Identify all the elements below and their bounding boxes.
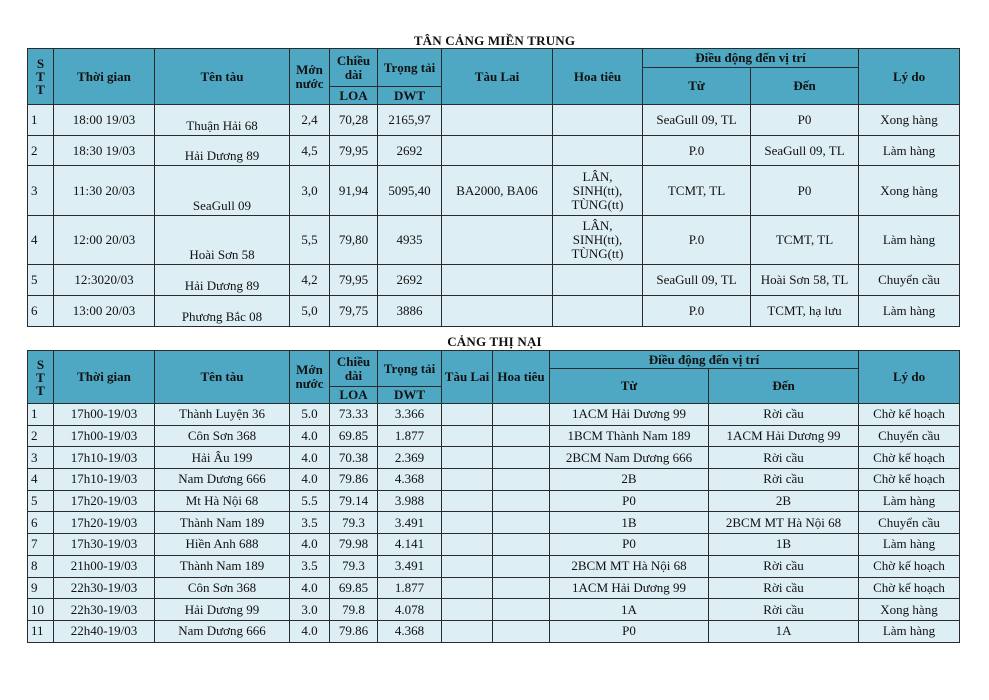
row-number-cell: 4 — [28, 469, 54, 491]
move-reason-cell: Làm hàng — [859, 136, 960, 166]
draft-value-cell: 4.0 — [290, 447, 330, 469]
table-row — [28, 296, 960, 327]
header-ship-name: Tên tàu — [155, 49, 290, 105]
row-number-cell: 9 — [28, 577, 54, 599]
header-tug: Tàu Lai — [442, 49, 553, 105]
pilot-names-cell — [553, 105, 643, 136]
table-row — [28, 469, 960, 491]
move-from-cell: SeaGull 09, TL — [643, 105, 751, 136]
move-reason-cell: Xong hàng — [859, 599, 960, 621]
header-move-to-position: Điều động đến vị trí — [643, 49, 859, 68]
tug-boats-cell — [442, 136, 553, 166]
row-number-cell: 5 — [28, 265, 54, 296]
pilot-names-cell — [493, 620, 550, 642]
tonnage-dwt-cell: 3.366 — [378, 404, 442, 426]
table-row — [28, 136, 960, 166]
move-from-cell: 2BCM Nam Dương 666 — [550, 447, 709, 469]
header-draft: Mớn nước — [290, 351, 330, 404]
arrival-time-cell: 17h10-19/03 — [54, 447, 155, 469]
arrival-time-cell: 17h00-19/03 — [54, 404, 155, 426]
move-to-cell: Rời cầu — [709, 469, 859, 491]
row-number-cell: 1 — [28, 404, 54, 426]
draft-value-cell: 4.0 — [290, 577, 330, 599]
tonnage-dwt-cell: 2692 — [378, 265, 442, 296]
row-number-cell: 10 — [28, 599, 54, 621]
move-to-cell: TCMT, hạ lưu — [751, 296, 859, 327]
pilot-names-cell — [493, 534, 550, 556]
tug-boats-cell: BA2000, BA06 — [442, 166, 553, 216]
tug-boats-cell — [442, 469, 493, 491]
move-reason-cell: Xong hàng — [859, 166, 960, 216]
header-to: Đến — [709, 369, 859, 404]
arrival-time-cell: 12:3020/03 — [54, 265, 155, 296]
tug-boats-cell — [442, 404, 493, 426]
header-length-unit: LOA — [330, 87, 378, 105]
ship-name-cell: Thành Nam 189 — [155, 512, 290, 534]
tug-boats-cell — [442, 425, 493, 447]
move-reason-cell: Chờ kế hoạch — [859, 447, 960, 469]
tug-boats-cell — [442, 490, 493, 512]
header-reason: Lý do — [859, 49, 960, 105]
row-number-cell: 3 — [28, 447, 54, 469]
tug-boats-cell — [442, 620, 493, 642]
row-number-cell: 2 — [28, 136, 54, 166]
table-row — [28, 166, 960, 216]
draft-value-cell: 3.5 — [290, 512, 330, 534]
row-number-cell: 11 — [28, 620, 54, 642]
draft-value-cell: 5,5 — [290, 216, 330, 265]
move-reason-cell: Làm hàng — [859, 490, 960, 512]
length-loa-cell: 79,95 — [330, 265, 378, 296]
length-loa-cell: 79,80 — [330, 216, 378, 265]
draft-value-cell: 4.0 — [290, 425, 330, 447]
header-tonnage-unit: DWT — [378, 387, 442, 404]
move-from-cell: 1A — [550, 599, 709, 621]
tonnage-dwt-cell: 4.368 — [378, 469, 442, 491]
arrival-time-cell: 18:30 19/03 — [54, 136, 155, 166]
thi-nai-schedule-table — [27, 350, 960, 643]
move-to-cell: Rời cầu — [709, 599, 859, 621]
header-length-unit: LOA — [330, 387, 378, 404]
table-row — [28, 512, 960, 534]
table-row — [28, 534, 960, 556]
move-reason-cell: Chuyển cầu — [859, 512, 960, 534]
table-row — [28, 490, 960, 512]
move-to-cell: Rời cầu — [709, 404, 859, 426]
length-loa-cell: 79.98 — [330, 534, 378, 556]
tug-boats-cell — [442, 105, 553, 136]
move-reason-cell: Làm hàng — [859, 216, 960, 265]
pilot-names-cell — [493, 555, 550, 577]
draft-value-cell: 5.0 — [290, 404, 330, 426]
tug-boats-cell — [442, 216, 553, 265]
length-loa-cell: 79.86 — [330, 469, 378, 491]
draft-value-cell: 3.5 — [290, 555, 330, 577]
tonnage-dwt-cell: 3.491 — [378, 512, 442, 534]
draft-value-cell: 2,4 — [290, 105, 330, 136]
header-reason: Lý do — [859, 351, 960, 404]
length-loa-cell: 79.3 — [330, 512, 378, 534]
header-move-to-position: Điều động đến vị trí — [550, 351, 859, 369]
arrival-time-cell: 12:00 20/03 — [54, 216, 155, 265]
ship-name-cell: SeaGull 09 — [155, 166, 290, 216]
pilot-names-cell — [493, 469, 550, 491]
move-reason-cell: Làm hàng — [859, 534, 960, 556]
section-title-tan-cang: TÂN CẢNG MIỀN TRUNG — [413, 33, 576, 48]
pilot-names-cell — [553, 265, 643, 296]
tonnage-dwt-cell: 2165,97 — [378, 105, 442, 136]
pilot-names-cell — [493, 490, 550, 512]
tonnage-dwt-cell: 2692 — [378, 136, 442, 166]
move-to-cell: 1B — [709, 534, 859, 556]
length-loa-cell: 79,75 — [330, 296, 378, 327]
pilot-names-cell — [493, 512, 550, 534]
move-reason-cell: Chờ kế hoạch — [859, 577, 960, 599]
ship-name-cell: Hoài Sơn 58 — [155, 216, 290, 265]
tug-boats-cell — [442, 512, 493, 534]
header-ship-name: Tên tàu — [155, 351, 290, 404]
arrival-time-cell: 18:00 19/03 — [54, 105, 155, 136]
length-loa-cell: 70,28 — [330, 105, 378, 136]
header-tonnage: Trọng tải — [378, 351, 442, 387]
move-reason-cell: Chờ kế hoạch — [859, 469, 960, 491]
header-tonnage: Trọng tải — [378, 49, 442, 87]
length-loa-cell: 70.38 — [330, 447, 378, 469]
length-loa-cell: 91,94 — [330, 166, 378, 216]
row-number-cell: 8 — [28, 555, 54, 577]
arrival-time-cell: 22h30-19/03 — [54, 577, 155, 599]
move-from-cell: 1B — [550, 512, 709, 534]
ship-name-cell: Thuận Hải 68 — [155, 105, 290, 136]
arrival-time-cell: 22h40-19/03 — [54, 620, 155, 642]
move-to-cell: 2BCM MT Hà Nội 68 — [709, 512, 859, 534]
tonnage-dwt-cell: 4.078 — [378, 599, 442, 621]
arrival-time-cell: 17h10-19/03 — [54, 469, 155, 491]
arrival-time-cell: 13:00 20/03 — [54, 296, 155, 327]
length-loa-cell: 79.14 — [330, 490, 378, 512]
move-to-cell: SeaGull 09, TL — [751, 136, 859, 166]
row-number-cell: 6 — [28, 512, 54, 534]
move-from-cell: P.0 — [643, 296, 751, 327]
move-reason-cell: Xong hàng — [859, 105, 960, 136]
tug-boats-cell — [442, 534, 493, 556]
section-title-thi-nai: CẢNG THỊ NẠI — [447, 334, 542, 349]
move-to-cell: 2B — [709, 490, 859, 512]
header-from: Từ — [550, 369, 709, 404]
ship-name-cell: Hải Âu 199 — [155, 447, 290, 469]
draft-value-cell: 4.0 — [290, 534, 330, 556]
draft-value-cell: 5,0 — [290, 296, 330, 327]
move-from-cell: 2B — [550, 469, 709, 491]
table-row — [28, 404, 960, 426]
tug-boats-cell — [442, 447, 493, 469]
header-stt: S T T — [28, 351, 54, 404]
tug-boats-cell — [442, 577, 493, 599]
move-from-cell: P0 — [550, 534, 709, 556]
header-draft: Mớn nước — [290, 49, 330, 105]
pilot-names-cell — [493, 599, 550, 621]
ship-name-cell: Hải Dương 89 — [155, 265, 290, 296]
move-to-cell: P0 — [751, 105, 859, 136]
pilot-names-cell — [553, 136, 643, 166]
header-tonnage-unit: DWT — [378, 87, 442, 105]
move-reason-cell: Làm hàng — [859, 296, 960, 327]
table-row — [28, 425, 960, 447]
move-from-cell: SeaGull 09, TL — [643, 265, 751, 296]
ship-name-cell: Mt Hà Nội 68 — [155, 490, 290, 512]
ship-name-cell: Côn Sơn 368 — [155, 577, 290, 599]
table-row — [28, 577, 960, 599]
arrival-time-cell: 17h20-19/03 — [54, 512, 155, 534]
arrival-time-cell: 17h30-19/03 — [54, 534, 155, 556]
header-stt: S T T — [28, 49, 54, 105]
tonnage-dwt-cell: 3886 — [378, 296, 442, 327]
length-loa-cell: 73.33 — [330, 404, 378, 426]
tug-boats-cell — [442, 555, 493, 577]
tonnage-dwt-cell: 3.491 — [378, 555, 442, 577]
tonnage-dwt-cell: 3.988 — [378, 490, 442, 512]
length-loa-cell: 79,95 — [330, 136, 378, 166]
move-from-cell: P.0 — [643, 216, 751, 265]
move-from-cell: P.0 — [643, 136, 751, 166]
pilot-names-cell: LÂN, SINH(tt), TÙNG(tt) — [553, 216, 643, 265]
move-to-cell: Rời cầu — [709, 577, 859, 599]
draft-value-cell: 3.0 — [290, 599, 330, 621]
header-length: Chiều dài — [330, 351, 378, 387]
move-to-cell: Rời cầu — [709, 555, 859, 577]
row-number-cell: 2 — [28, 425, 54, 447]
move-reason-cell: Chuyển cầu — [859, 425, 960, 447]
pilot-names-cell — [553, 296, 643, 327]
ship-name-cell: Côn Sơn 368 — [155, 425, 290, 447]
pilot-names-cell — [493, 447, 550, 469]
move-reason-cell: Làm hàng — [859, 620, 960, 642]
arrival-time-cell: 11:30 20/03 — [54, 166, 155, 216]
move-to-cell: 1A — [709, 620, 859, 642]
header-time: Thời gian — [54, 49, 155, 105]
row-number-cell: 7 — [28, 534, 54, 556]
move-from-cell: 1ACM Hải Dương 99 — [550, 404, 709, 426]
ship-name-cell: Phương Bắc 08 — [155, 296, 290, 327]
arrival-time-cell: 17h20-19/03 — [54, 490, 155, 512]
move-to-cell: TCMT, TL — [751, 216, 859, 265]
tonnage-dwt-cell: 5095,40 — [378, 166, 442, 216]
move-from-cell: 2BCM MT Hà Nội 68 — [550, 555, 709, 577]
ship-name-cell: Hải Dương 99 — [155, 599, 290, 621]
move-reason-cell: Chuyển cầu — [859, 265, 960, 296]
row-number-cell: 5 — [28, 490, 54, 512]
tonnage-dwt-cell: 4.141 — [378, 534, 442, 556]
tonnage-dwt-cell: 1.877 — [378, 577, 442, 599]
move-from-cell: 1ACM Hải Dương 99 — [550, 577, 709, 599]
row-number-cell: 1 — [28, 105, 54, 136]
ship-name-cell: Hải Dương 89 — [155, 136, 290, 166]
move-reason-cell: Chờ kế hoạch — [859, 555, 960, 577]
move-reason-cell: Chờ kế hoạch — [859, 404, 960, 426]
length-loa-cell: 69.85 — [330, 425, 378, 447]
ship-name-cell: Thành Nam 189 — [155, 555, 290, 577]
draft-value-cell: 4,5 — [290, 136, 330, 166]
draft-value-cell: 4,2 — [290, 265, 330, 296]
length-loa-cell: 79.8 — [330, 599, 378, 621]
header-length: Chiều dài — [330, 49, 378, 87]
tonnage-dwt-cell: 4935 — [378, 216, 442, 265]
draft-value-cell: 4.0 — [290, 620, 330, 642]
draft-value-cell: 3,0 — [290, 166, 330, 216]
ship-name-cell: Hiền Anh 688 — [155, 534, 290, 556]
pilot-names-cell — [493, 404, 550, 426]
length-loa-cell: 69.85 — [330, 577, 378, 599]
tonnage-dwt-cell: 1.877 — [378, 425, 442, 447]
ship-name-cell: Thành Luyện 36 — [155, 404, 290, 426]
move-to-cell: Rời cầu — [709, 447, 859, 469]
tonnage-dwt-cell: 4.368 — [378, 620, 442, 642]
move-to-cell: P0 — [751, 166, 859, 216]
move-to-cell: 1ACM Hải Dương 99 — [709, 425, 859, 447]
header-tug: Tàu Lai — [442, 351, 493, 404]
pilot-names-cell — [493, 577, 550, 599]
table-row — [28, 620, 960, 642]
pilot-names-cell: LÂN, SINH(tt), TÙNG(tt) — [553, 166, 643, 216]
header-time: Thời gian — [54, 351, 155, 404]
tug-boats-cell — [442, 265, 553, 296]
tug-boats-cell — [442, 296, 553, 327]
tug-boats-cell — [442, 599, 493, 621]
move-from-cell: P0 — [550, 490, 709, 512]
row-number-cell: 4 — [28, 216, 54, 265]
row-number-cell: 3 — [28, 166, 54, 216]
draft-value-cell: 5.5 — [290, 490, 330, 512]
move-from-cell: P0 — [550, 620, 709, 642]
move-from-cell: TCMT, TL — [643, 166, 751, 216]
length-loa-cell: 79.86 — [330, 620, 378, 642]
draft-value-cell: 4.0 — [290, 469, 330, 491]
table-row — [28, 105, 960, 136]
header-pilot: Hoa tiêu — [493, 351, 550, 404]
table-row — [28, 599, 960, 621]
table-row — [28, 265, 960, 296]
arrival-time-cell: 21h00-19/03 — [54, 555, 155, 577]
row-number-cell: 6 — [28, 296, 54, 327]
length-loa-cell: 79.3 — [330, 555, 378, 577]
header-from: Từ — [643, 68, 751, 105]
table-row — [28, 447, 960, 469]
tonnage-dwt-cell: 2.369 — [378, 447, 442, 469]
header-to: Đến — [751, 68, 859, 105]
move-from-cell: 1BCM Thành Nam 189 — [550, 425, 709, 447]
ship-name-cell: Nam Dương 666 — [155, 620, 290, 642]
table-row — [28, 555, 960, 577]
table-row — [28, 216, 960, 265]
pilot-names-cell — [493, 425, 550, 447]
tan-cang-schedule-table — [27, 48, 960, 327]
arrival-time-cell: 17h00-19/03 — [54, 425, 155, 447]
header-pilot: Hoa tiêu — [553, 49, 643, 105]
arrival-time-cell: 22h30-19/03 — [54, 599, 155, 621]
move-to-cell: Hoài Sơn 58, TL — [751, 265, 859, 296]
ship-name-cell: Nam Dương 666 — [155, 469, 290, 491]
